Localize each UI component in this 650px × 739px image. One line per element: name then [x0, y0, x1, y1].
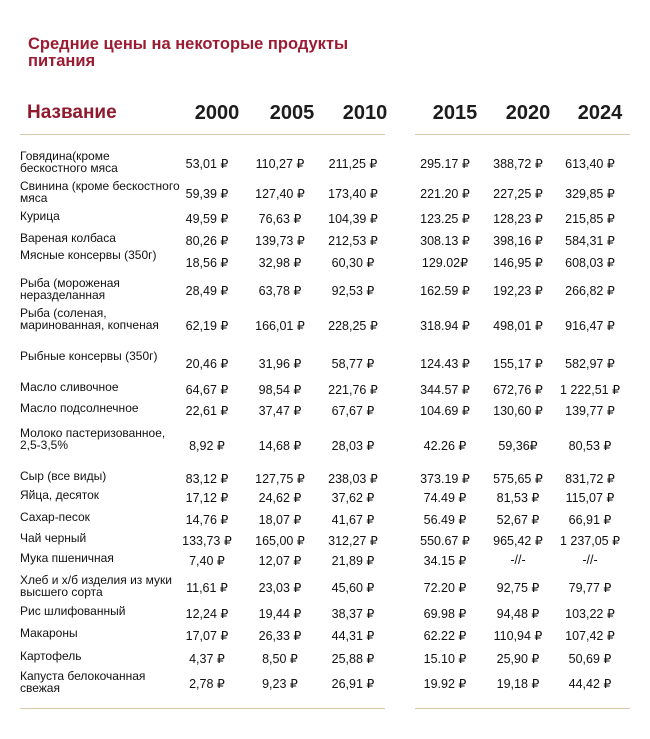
price-cell: 19,18 ₽ [496, 676, 540, 691]
price-cell: 318.94 ₽ [420, 319, 470, 334]
price-cell: 192,23 ₽ [493, 283, 543, 298]
price-cell: 110,27 ₽ [255, 156, 305, 171]
price-cell: -//- [510, 553, 526, 567]
price-cell: 344.57 ₽ [420, 383, 470, 397]
price-cell: 26,91 ₽ [331, 676, 375, 691]
price-cell: 28,03 ₽ [331, 439, 375, 454]
price-cell: 24,62 ₽ [258, 491, 302, 505]
price-cell: 672,76 ₽ [493, 383, 543, 397]
table-row [0, 469, 650, 486]
price-cell: 8,92 ₽ [189, 439, 225, 454]
product-name: Вареная колбаса [20, 231, 116, 245]
table-header [0, 102, 650, 128]
product-name: Яйца, десяток [20, 488, 100, 502]
price-cell: 83,12 ₽ [185, 472, 229, 486]
price-cell: 308.13 ₽ [420, 234, 470, 248]
price-cell: 104.69 ₽ [420, 404, 470, 418]
price-cell: 916,47 ₽ [565, 319, 615, 334]
price-cell: 98,54 ₽ [258, 383, 302, 397]
price-cell: 103,22 ₽ [565, 607, 615, 621]
price-cell: 14,76 ₽ [185, 513, 229, 527]
price-cell: 139,77 ₽ [565, 404, 615, 418]
table-row [0, 649, 650, 666]
table-row [0, 231, 650, 248]
price-cell: 25,88 ₽ [331, 652, 375, 666]
price-cell: 92,75 ₽ [496, 580, 540, 595]
price-cell: 67,67 ₽ [331, 404, 375, 418]
product-name: Чай черный [20, 531, 87, 545]
table-row [0, 351, 650, 374]
price-cell: 66,91 ₽ [568, 513, 612, 527]
price-cell: 94,48 ₽ [496, 607, 540, 621]
price-cell: 146,95 ₽ [493, 255, 543, 270]
price-cell: 133,73 ₽ [182, 534, 232, 548]
product-name: Молоко пастеризованное, 2,5-3,5% [20, 426, 166, 452]
price-cell: 45,60 ₽ [331, 580, 375, 595]
table-row [0, 428, 650, 463]
product-name: Сахар-песок [20, 510, 90, 524]
price-cell: 575,65 ₽ [493, 472, 543, 486]
price-cell: 295.17 ₽ [420, 156, 470, 171]
price-cell: 373.19 ₽ [420, 472, 470, 486]
price-cell: 550.67 ₽ [420, 534, 470, 548]
price-cell: 388,72 ₽ [493, 156, 543, 171]
price-cell: 26,33 ₽ [258, 629, 302, 643]
price-cell: 14,68 ₽ [258, 439, 302, 454]
price-cell: 831,72 ₽ [565, 472, 615, 486]
price-cell: 139,73 ₽ [255, 234, 305, 248]
price-cell: 49,59 ₽ [185, 212, 229, 226]
price-cell: 53,01 ₽ [185, 156, 229, 171]
page-title: Средние цены на некоторые продукты питания [28, 35, 349, 70]
price-cell: 584,31 ₽ [565, 234, 615, 248]
price-cell: 965,42 ₽ [493, 534, 543, 548]
price-cell: 128,23 ₽ [493, 212, 543, 226]
column-header-2024: 2024 [577, 102, 623, 124]
product-name: Курица [20, 209, 60, 223]
price-cell: 19.92 ₽ [423, 676, 467, 691]
price-cell: 22,61 ₽ [185, 404, 229, 418]
header-divider-left [20, 134, 385, 135]
column-header-2020: 2020 [505, 102, 551, 124]
price-cell: 19,44 ₽ [258, 607, 302, 621]
product-name: Сыр (все виды) [20, 469, 107, 483]
price-cell: 329,85 ₽ [565, 186, 615, 201]
price-cell: 127,40 ₽ [255, 186, 305, 201]
product-name: Масло подсолнечное [20, 401, 139, 415]
price-cell: 62.22 ₽ [423, 629, 467, 643]
price-cell: 58,77 ₽ [331, 356, 375, 371]
price-cell: 165,00 ₽ [255, 534, 305, 548]
price-cell: 32,98 ₽ [258, 255, 302, 270]
price-cell: 34.15 ₽ [423, 554, 467, 568]
price-cell: 107,42 ₽ [565, 629, 615, 643]
price-cell: 312,27 ₽ [328, 534, 378, 548]
price-cell: 18,07 ₽ [258, 513, 302, 527]
price-cell: 38,37 ₽ [331, 607, 375, 621]
product-name: Капуста белокочанная свежая [20, 669, 146, 695]
price-cell: 1 237,05 ₽ [559, 534, 621, 548]
price-cell: 92,53 ₽ [331, 283, 375, 298]
price-cell: 62,19 ₽ [185, 319, 229, 334]
price-cell: 582,97 ₽ [565, 356, 615, 371]
price-cell: 42.26 ₽ [423, 439, 467, 454]
product-name: Картофель [20, 649, 82, 663]
product-name: Мясные консервы (350г) [20, 248, 157, 262]
price-cell: 80,26 ₽ [185, 234, 229, 248]
price-cell: 8,50 ₽ [262, 652, 298, 666]
price-cell: 28,49 ₽ [185, 283, 229, 298]
price-cell: 18,56 ₽ [185, 255, 229, 270]
product-name: Рыба (мороженая неразделанная [20, 276, 120, 302]
column-header-name: Название [27, 102, 117, 123]
table-row [0, 488, 650, 505]
price-cell: 63,78 ₽ [258, 283, 302, 298]
price-cell: 166,01 ₽ [255, 319, 305, 334]
table-row [0, 181, 650, 204]
price-cell: 221.20 ₽ [420, 186, 470, 201]
product-name: Говядина(кроме бескостного мяса [20, 149, 118, 175]
price-cell: 23,03 ₽ [258, 580, 302, 595]
price-cell: 17,07 ₽ [185, 629, 229, 643]
product-name: Рыбные консервы (350г) [20, 349, 158, 363]
table-row [0, 278, 650, 301]
table-row [0, 209, 650, 226]
column-header-2005: 2005 [269, 102, 315, 124]
price-cell: 44,31 ₽ [331, 629, 375, 643]
table-row [0, 151, 650, 174]
price-cell: 76,63 ₽ [258, 212, 302, 226]
price-cell: 130,60 ₽ [493, 404, 543, 418]
price-cell: 215,85 ₽ [565, 212, 615, 226]
price-cell: 37,47 ₽ [258, 404, 302, 418]
price-cell: 124.43 ₽ [420, 356, 470, 371]
table-row [0, 308, 650, 343]
price-cell: 7,40 ₽ [189, 554, 225, 568]
price-cell: 104,39 ₽ [328, 212, 378, 226]
table-row [0, 671, 650, 694]
price-cell: 79,77 ₽ [568, 580, 612, 595]
footer-divider-left [20, 708, 385, 709]
price-cell: 52,67 ₽ [496, 513, 540, 527]
table-row [0, 551, 650, 568]
table-row [0, 575, 650, 598]
price-cell: 228,25 ₽ [328, 319, 378, 334]
price-cell: 41,67 ₽ [331, 513, 375, 527]
product-name: Мука пшеничная [20, 551, 114, 565]
price-cell: 80,53 ₽ [568, 439, 612, 454]
price-cell: 129.02₽ [421, 255, 469, 270]
price-cell: 162.59 ₽ [420, 283, 470, 298]
footer-divider-right [415, 708, 630, 709]
price-cell: 59,36₽ [498, 439, 538, 454]
column-header-2010: 2010 [342, 102, 388, 124]
price-cell: 127,75 ₽ [255, 472, 305, 486]
table-row [0, 380, 650, 397]
price-cell: 37,62 ₽ [331, 491, 375, 505]
price-cell: 211,25 ₽ [328, 156, 378, 171]
price-cell: 74.49 ₽ [423, 491, 467, 505]
price-cell: 12,07 ₽ [258, 554, 302, 568]
price-cell: 44,42 ₽ [568, 676, 612, 691]
product-name: Рыба (соленая, маринованная, копченая [20, 306, 159, 332]
price-cell: 221,76 ₽ [328, 383, 378, 397]
price-cell: 81,53 ₽ [496, 491, 540, 505]
price-cell: 1 222,51 ₽ [559, 383, 621, 397]
table-row [0, 510, 650, 527]
price-cell: 2,78 ₽ [189, 676, 225, 691]
price-cell: 110,94 ₽ [493, 629, 543, 643]
product-name: Свинина (кроме бескостного мяса [20, 179, 180, 205]
price-cell: 11,61 ₽ [186, 580, 228, 595]
price-cell: 4,37 ₽ [189, 652, 225, 666]
price-cell: 69.98 ₽ [423, 607, 467, 621]
price-cell: 123.25 ₽ [420, 212, 470, 226]
price-cell: 31,96 ₽ [258, 356, 302, 371]
product-name: Макароны [20, 626, 78, 640]
price-cell: 613,40 ₽ [565, 156, 615, 171]
product-name: Масло сливочное [20, 380, 119, 394]
price-cell: 50,69 ₽ [568, 652, 612, 666]
price-cell: 155,17 ₽ [493, 356, 543, 371]
price-cell: 21,89 ₽ [331, 554, 375, 568]
table-row [0, 604, 650, 621]
price-cell: 238,03 ₽ [328, 472, 378, 486]
product-name: Рис шлифованный [20, 604, 126, 618]
price-cell: 15.10 ₽ [423, 652, 467, 666]
price-cell: 498,01 ₽ [493, 319, 543, 334]
product-name: Хлеб и х/б изделия из муки высшего сорта [20, 573, 172, 599]
price-cell: 398,16 ₽ [493, 234, 543, 248]
table-row [0, 626, 650, 643]
price-cell: 20,46 ₽ [185, 356, 229, 371]
price-cell: 227,25 ₽ [493, 186, 543, 201]
price-cell: 64,67 ₽ [185, 383, 229, 397]
price-cell: 25,90 ₽ [496, 652, 540, 666]
price-cell: -//- [582, 553, 598, 567]
price-cell: 9,23 ₽ [262, 676, 298, 691]
price-cell: 12,24 ₽ [185, 607, 229, 621]
price-cell: 56.49 ₽ [423, 513, 467, 527]
price-cell: 17,12 ₽ [185, 491, 229, 505]
price-cell: 72.20 ₽ [423, 580, 467, 595]
table-row [0, 401, 650, 418]
table-row [0, 531, 650, 548]
price-cell: 266,82 ₽ [565, 283, 615, 298]
price-cell: 608,03 ₽ [565, 255, 615, 270]
price-cell: 115,07 ₽ [565, 491, 615, 505]
price-cell: 60,30 ₽ [331, 255, 375, 270]
price-cell: 173,40 ₽ [328, 186, 378, 201]
column-header-2015: 2015 [432, 102, 478, 124]
column-header-2000: 2000 [194, 102, 240, 124]
price-cell: 59,39 ₽ [185, 186, 229, 201]
price-cell: 212,53 ₽ [328, 234, 378, 248]
header-divider-right [415, 134, 630, 135]
table-row [0, 250, 650, 273]
